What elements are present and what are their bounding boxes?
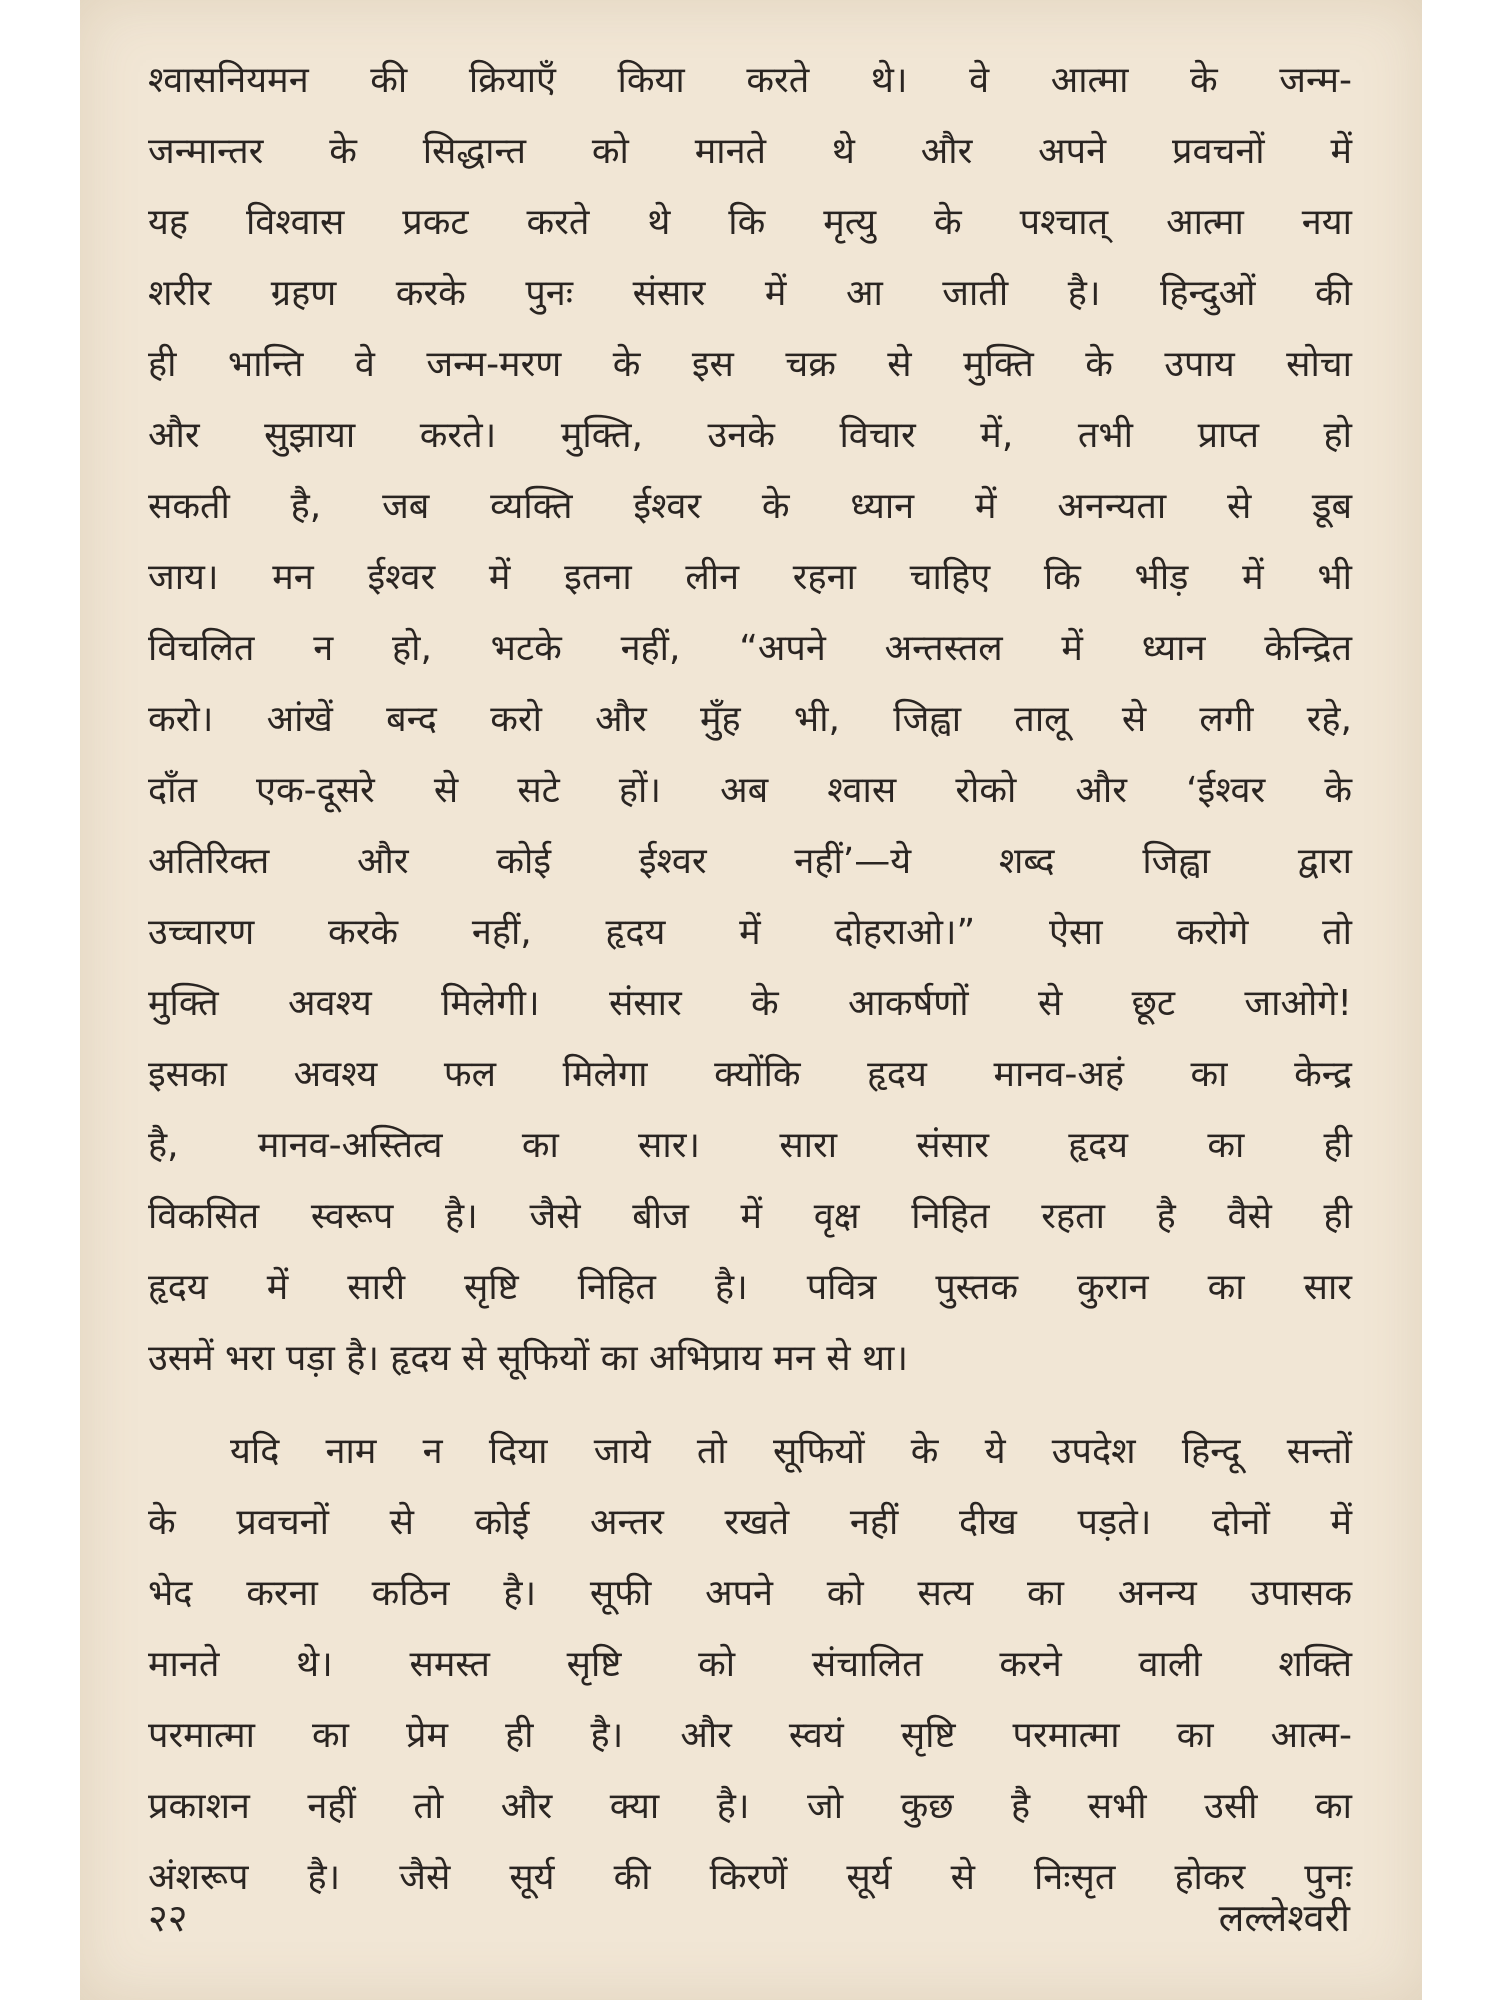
paragraph-gap [148, 1394, 1352, 1416]
text-line: जाय। मन ईश्वर में इतना लीन रहना चाहिए कि भीड़ में भी [148, 557, 1352, 598]
page-number: २२ [148, 1896, 188, 1940]
text-line: यदि नाम न दिया जाये तो सूफियों के ये उपदेश हिन्दू सन्तों [230, 1431, 1352, 1472]
text-line: ही भान्ति वे जन्म-मरण के इस चक्र से मुक्ति के उपाय सोचा [148, 344, 1352, 385]
running-title: लल्लेश्वरी [1218, 1896, 1350, 1940]
text-line: विकसित स्वरूप है। जैसे बीज में वृक्ष निहित रहता है वैसे ही [148, 1196, 1352, 1237]
text-line: उसमें भरा पड़ा है। हृदय से सूफियों का अभिप्राय मन से था। [148, 1338, 908, 1379]
text-line: मुक्ति अवश्य मिलेगी। संसार के आकर्षणों से छूट जाओगे! [148, 983, 1352, 1024]
text-line: यह विश्वास प्रकट करते थे कि मृत्यु के पश्चात् आत्मा नया [148, 202, 1352, 243]
text-line: परमात्मा का प्रेम ही है। और स्वयं सृष्टि परमात्मा का आत्म- [148, 1715, 1352, 1756]
text-line: जन्मान्तर के सिद्धान्त को मानते थे और अपने प्रवचनों में [148, 131, 1352, 172]
text-line: हृदय में सारी सृष्टि निहित है। पवित्र पुस्तक कुरान का सार [148, 1267, 1352, 1308]
text-line: भेद करना कठिन है। सूफी अपने को सत्य का अनन्य उपासक [148, 1573, 1352, 1614]
text-line: सकती है, जब व्यक्ति ईश्वर के ध्यान में अनन्यता से डूब [148, 486, 1352, 527]
text-line: उच्चारण करके नहीं, हृदय में दोहराओ।” ऐसा करोगे तो [148, 912, 1352, 953]
paragraph-2 [148, 1416, 1352, 1913]
text-line: अतिरिक्त और कोई ईश्वर नहीं’—ये शब्द जिह्वा द्वारा [148, 841, 1352, 882]
text-line: इसका अवश्य फल मिलेगा क्योंकि हृदय मानव-अहं का केन्द्र [148, 1054, 1352, 1095]
text-line: प्रकाशन नहीं तो और क्या है। जो कुछ है सभी उसी का [148, 1786, 1352, 1827]
body-text [148, 45, 1352, 1913]
text-line: शरीर ग्रहण करके पुनः संसार में आ जाती है। हिन्दुओं की [148, 273, 1352, 314]
text-line: करो। आंखें बन्द करो और मुँह भी, जिह्वा तालू से लगी रहे, [148, 699, 1352, 740]
text-line: मानते थे। समस्त सृष्टि को संचालित करने वाली शक्ति [148, 1644, 1352, 1685]
text-line: दाँत एक-दूसरे से सटे हों। अब श्वास रोको और ‘ईश्वर के [148, 770, 1352, 811]
text-line: श्वासनियमन की क्रियाएँ किया करते थे। वे आत्मा के जन्म- [148, 60, 1352, 101]
text-line: अंशरूप है। जैसे सूर्य की किरणें सूर्य से निःसृत होकर पुनः [148, 1857, 1352, 1898]
text-line: विचलित न हो, भटके नहीं, “अपने अन्तस्तल में ध्यान केन्द्रित [148, 628, 1352, 669]
paragraph-1 [148, 45, 1352, 1394]
text-line: और सुझाया करते। मुक्ति, उनके विचार में, तभी प्राप्त हो [148, 415, 1352, 456]
text-line: है, मानव-अस्तित्व का सार। सारा संसार हृदय का ही [148, 1125, 1352, 1166]
text-line: के प्रवचनों से कोई अन्तर रखते नहीं दीख पड़ते। दोनों में [148, 1502, 1352, 1543]
